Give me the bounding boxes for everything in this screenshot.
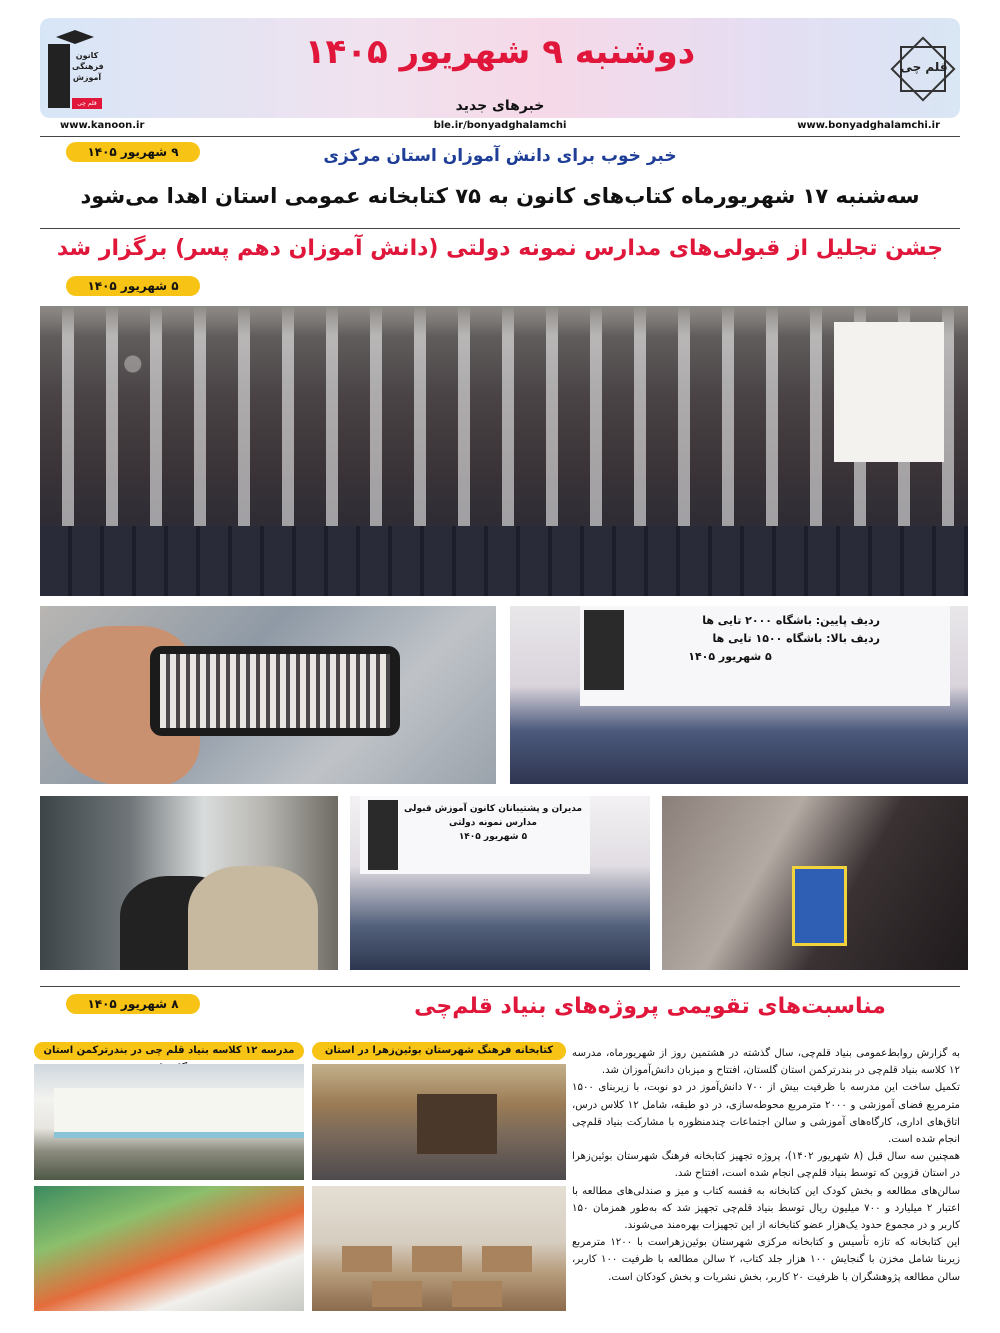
- photo-phone-image: [160, 654, 390, 728]
- page-title: دوشنبه ۹ شهریور ۱۴۰۵: [304, 32, 696, 72]
- staff-group-photo: [350, 796, 650, 970]
- school-building-photo: [34, 1064, 304, 1180]
- photo-desk: [412, 1246, 462, 1272]
- header-banner: [40, 18, 960, 118]
- news1-date-badge: ۹ شهریور ۱۴۰۵: [66, 142, 200, 162]
- stage-group-photo: [510, 606, 968, 784]
- photo-desk: [372, 1281, 422, 1307]
- stage-screen-text: [580, 612, 880, 666]
- bale-channel-link[interactable]: ble.ir/bonyadghalamchi: [433, 120, 567, 131]
- kanoon-logo: [48, 30, 104, 112]
- photo-phone-screen: [150, 646, 400, 736]
- photo-man: [188, 866, 318, 970]
- news3-headline: مناسبت‌های تقویمی پروژه‌های بنیاد قلم‌چی: [414, 994, 886, 1019]
- article-paragraph: تکمیل ساخت این مدرسه با ظرفیت بیش از ۷۰۰ دانش‌آموز در دو نوبت، با زیربنای ۱۵۰۰ مترمربع فضای آموزشی و ۲۰۰۰ مترمربع محوطه‌سازی، در دو طبقه، شامل ۱۲ کلاس درس، اتاق‌های اداری، کارگاه‌های آموزشی و سالن اجتماعات چندمنظوره با مشارکت بنیاد قلم‌چی انجام شده است.: [572, 1082, 961, 1146]
- staff-screen-text: [400, 802, 586, 844]
- divider: [40, 986, 960, 987]
- photo-building: [54, 1088, 304, 1138]
- graduation-cap-icon: [56, 30, 94, 44]
- news2-headline: جشن تجلیل از قبولی‌های مدارس نمونه دولتی (دانش آموزان دهم پسر) برگزار شد: [56, 236, 944, 261]
- library-room-photo: [312, 1186, 566, 1311]
- staff-screen-line1: مدیران و پشتیبانان کانون آموزش قبولی مدارس نمونه دولتی: [403, 804, 583, 828]
- news1-kicker: خبر خوب برای دانش آموزان استان مرکزی: [323, 146, 677, 166]
- staff-screen-line2: ۵ شهریور ۱۴۰۵: [458, 832, 528, 842]
- stage-screen-line3: ۵ شهریور ۱۴۰۵: [688, 650, 772, 663]
- graduate-figure-icon: [48, 44, 70, 108]
- bonyad-url-link[interactable]: www.bonyadghalamchi.ir: [797, 120, 940, 131]
- photo-door: [417, 1094, 497, 1154]
- bonyad-logo-text: قلم چی: [900, 60, 948, 74]
- library-entrance-photo: [312, 1064, 566, 1180]
- kanoon-logo-icon: [368, 800, 398, 870]
- kanoon-logo-text: کانون فرهنگی آموزش: [72, 51, 104, 82]
- kanoon-url-link[interactable]: www.kanoon.ir: [60, 120, 145, 131]
- school-label: مدرسه ۱۲ کلاسه بنیاد قلم چی در بندرترکمن استان: [34, 1042, 304, 1060]
- news1-headline: سه‌شنبه ۱۷ شهریورماه کتاب‌های کانون به ۷۵ کتابخانه عمومی استان اهدا می‌شود: [80, 184, 920, 208]
- school-opening-photo: [34, 1186, 304, 1311]
- photo-desk: [342, 1246, 392, 1272]
- url-bar: [40, 120, 960, 134]
- divider: [40, 136, 960, 137]
- photo-poster: [792, 866, 847, 946]
- student-medal-photo: [40, 796, 338, 970]
- article-paragraph: این کتابخانه که تازه تأسیس و کتابخانه مرکزی شهرستان بوئین‌زهراست با ۱۲۰۰ مترمربع زیربنا شامل مخزن با گنجایش ۱۰۰ هزار جلد کتاب، ۲ سالن مطالعه با ظرفیت ۱۰۰ کاربر، سالن مطالعه پژوهشگران با ظرفیت ۲۰ کاربر، بخش نشریات و بخش کودکان است.: [572, 1237, 960, 1283]
- photo-desk: [482, 1246, 532, 1272]
- phone-photo: [40, 606, 496, 784]
- news3-article: [572, 1045, 960, 1305]
- photo-wall: [40, 306, 968, 336]
- news2-date-badge: ۵ شهریور ۱۴۰۵: [66, 276, 200, 296]
- article-paragraph: سالن‌های مطالعه و بخش کودک این کتابخانه به قفسه کتاب و میز و صندلی‌های مطالعه با اعتبار ۲ میلیارد و ۷۰۰ میلیون ریال توسط بنیاد قلم‌چی تجهیز شد که به‌طور همزمان ۱۵۰ کاربر و در مجموع حدود یک‌هزار عضو کتابخانه از این تجهیزات بهره‌مند می‌شوند.: [572, 1185, 960, 1232]
- stage-screen-line1: ردیف پایین: باشگاه ۲۰۰۰ تایی ها: [702, 614, 880, 627]
- bonyad-logo: [894, 40, 954, 100]
- library-label: کتابخانه فرهنگ شهرستان بوئین‌زهرا در استان: [312, 1042, 566, 1060]
- article-paragraph: به گزارش روابط‌عمومی بنیاد قلم‌چی، سال گذشته در هشتمین روز از شهریورماه، مدرسه ۱۲ کلاسه بنیاد قلم‌چی در بندرترکمن استان گلستان، افتتاح و میزبان دانش‌آموزان شد.: [572, 1048, 960, 1077]
- photo-desk: [452, 1281, 502, 1307]
- speaker-photo: [662, 796, 968, 970]
- article-paragraph: همچنین سه سال قبل (۸ شهریور ۱۴۰۲)، پروژه تجهیز کتابخانه فرهنگ شهرستان بوئین‌زهرا در استان قزوین که توسط بنیاد قلم‌چی انجام شده است، افتتاح شد.: [572, 1151, 960, 1180]
- photo-sign: [834, 322, 944, 462]
- kanoon-logo-tag: قلم چی: [72, 98, 102, 109]
- page-subtitle: خبرهای جدید: [455, 98, 545, 114]
- divider: [40, 228, 960, 229]
- stage-screen-line2: ردیف بالا: باشگاه ۱۵۰۰ تایی ها: [712, 632, 880, 645]
- ceremony-group-photo: [40, 306, 968, 596]
- photo-chairs: [40, 526, 968, 596]
- news3-date-badge: ۸ شهریور ۱۴۰۵: [66, 994, 200, 1014]
